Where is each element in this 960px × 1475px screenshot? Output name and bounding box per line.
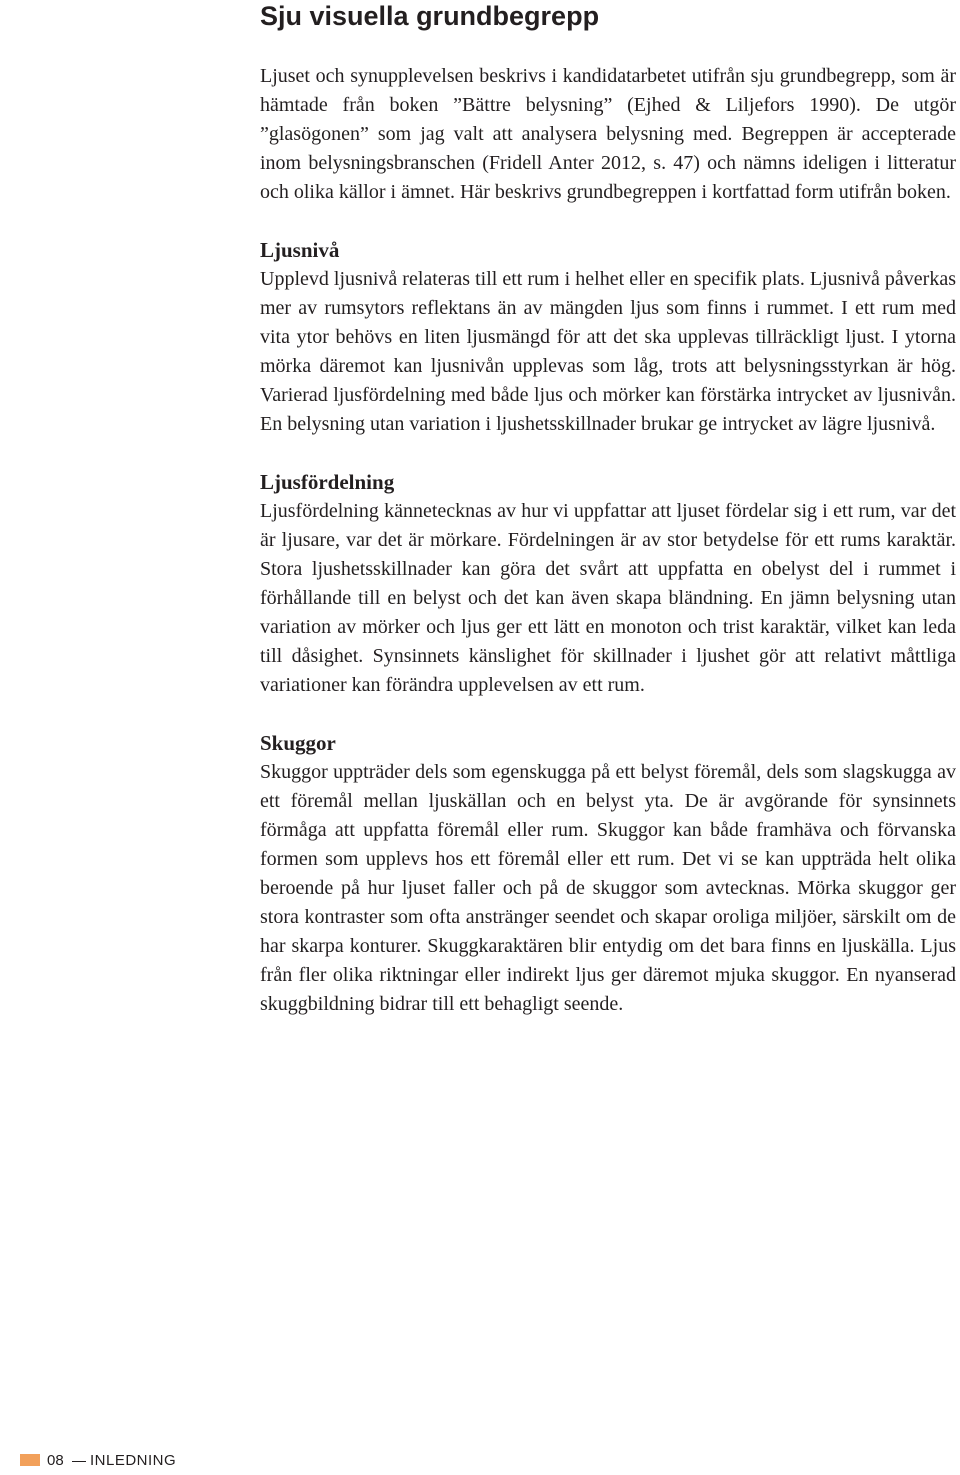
section-heading: Ljusfördelning bbox=[260, 470, 395, 494]
page-title: Sju visuella grundbegrepp bbox=[260, 1, 600, 31]
page-footer bbox=[0, 1452, 400, 1472]
page-number: 08 bbox=[47, 1452, 64, 1469]
section-ljusfordelning bbox=[260, 468, 956, 700]
section-paragraph: Skuggor uppträder dels som egenskugga på ett belyst föremål, dels som slagskugga av ett föremål mellan ljuskällan och en belyst yta. De är avgörande för synsinnets förmåga att uppfatta föremål eller rum. Skuggor kan både framhäva och förvanska formen som upplevs hos ett föremål eller ett rum. Det vi se kan uppträda helt olika beroende på hur ljuset faller och på de skuggor som avtecknas. Mörka skuggor ger stora kontraster som ofta anstränger seendet och skapar oroliga miljöer, särskilt om de har skarpa konturer. Skuggkaraktären blir entydig om det bara finns en ljuskälla. Ljus från fler olika riktningar eller indirekt ljus ger däremot mjuka skuggor. En nyanserad skuggbildning bidrar till ett behagligt seende. bbox=[260, 761, 956, 1015]
article-body bbox=[260, 62, 956, 1019]
footer-accent-bar bbox=[20, 1454, 40, 1466]
section-heading: Skuggor bbox=[260, 731, 336, 755]
intro-paragraph: Ljuset och synupplevelsen beskrivs i kandidatarbetet utifrån sju grundbegrepp, som är hämtade från boken ”Bättre belysning” (Ejhed & Liljefors 1990). De utgör ”glasögonen” som jag valt att analysera belysning med. Begreppen är accepterade inom belysningsbranschen (Fridell Anter 2012, s. 47) och nämns ideligen i litteratur och olika källor i ämnet. Här beskrivs grundbegreppen i kortfattad form utifrån boken. bbox=[260, 65, 956, 203]
section-heading: Ljusnivå bbox=[260, 238, 340, 262]
section-paragraph: Ljusfördelning kännetecknas av hur vi uppfattar att ljuset fördelar sig i ett rum, var det är ljusare, var det är mörkare. Fördelningen är av stor betydelse för ett rums karaktär. Stora ljushetsskillnader kan göra det svårt att uppfatta en obelyst del i rummet i förhållande till en belyst och det kan även skapa bländning. En jämn belysning utan variation av mörker och ljus ger ett lätt en monoton och trist karaktär, vilket kan leda till dåsighet. Synsinnets känslighet för skillnader i ljushet gör att relativt måttliga variationer kan förändra upplevelsen av ett rum. bbox=[260, 500, 956, 696]
section-ljusniva bbox=[260, 236, 956, 439]
section-paragraph: Upplevd ljusnivå relateras till ett rum i helhet eller en specifik plats. Ljusnivå påverkas mer av rumsytors reflektans än av mängden ljus som finns i rummet. I ett rum med vita ytor behövs en liten ljusmängd för att det ska upplevas tillräckligt ljust. I ytorna mörka däremot kan ljusnivån upplevas som låg, trots att belysningsstyrkan är hög. Varierad ljusfördelning med både ljus och mörker kan förstärka intrycket av ljusnivån. En belysning utan variation i ljushetsskillnader brukar ge intrycket av lägre ljusnivå. bbox=[260, 268, 956, 435]
footer-section-label: INLEDNING bbox=[90, 1452, 177, 1469]
footer-dash bbox=[72, 1461, 86, 1462]
section-skuggor bbox=[260, 729, 956, 1019]
